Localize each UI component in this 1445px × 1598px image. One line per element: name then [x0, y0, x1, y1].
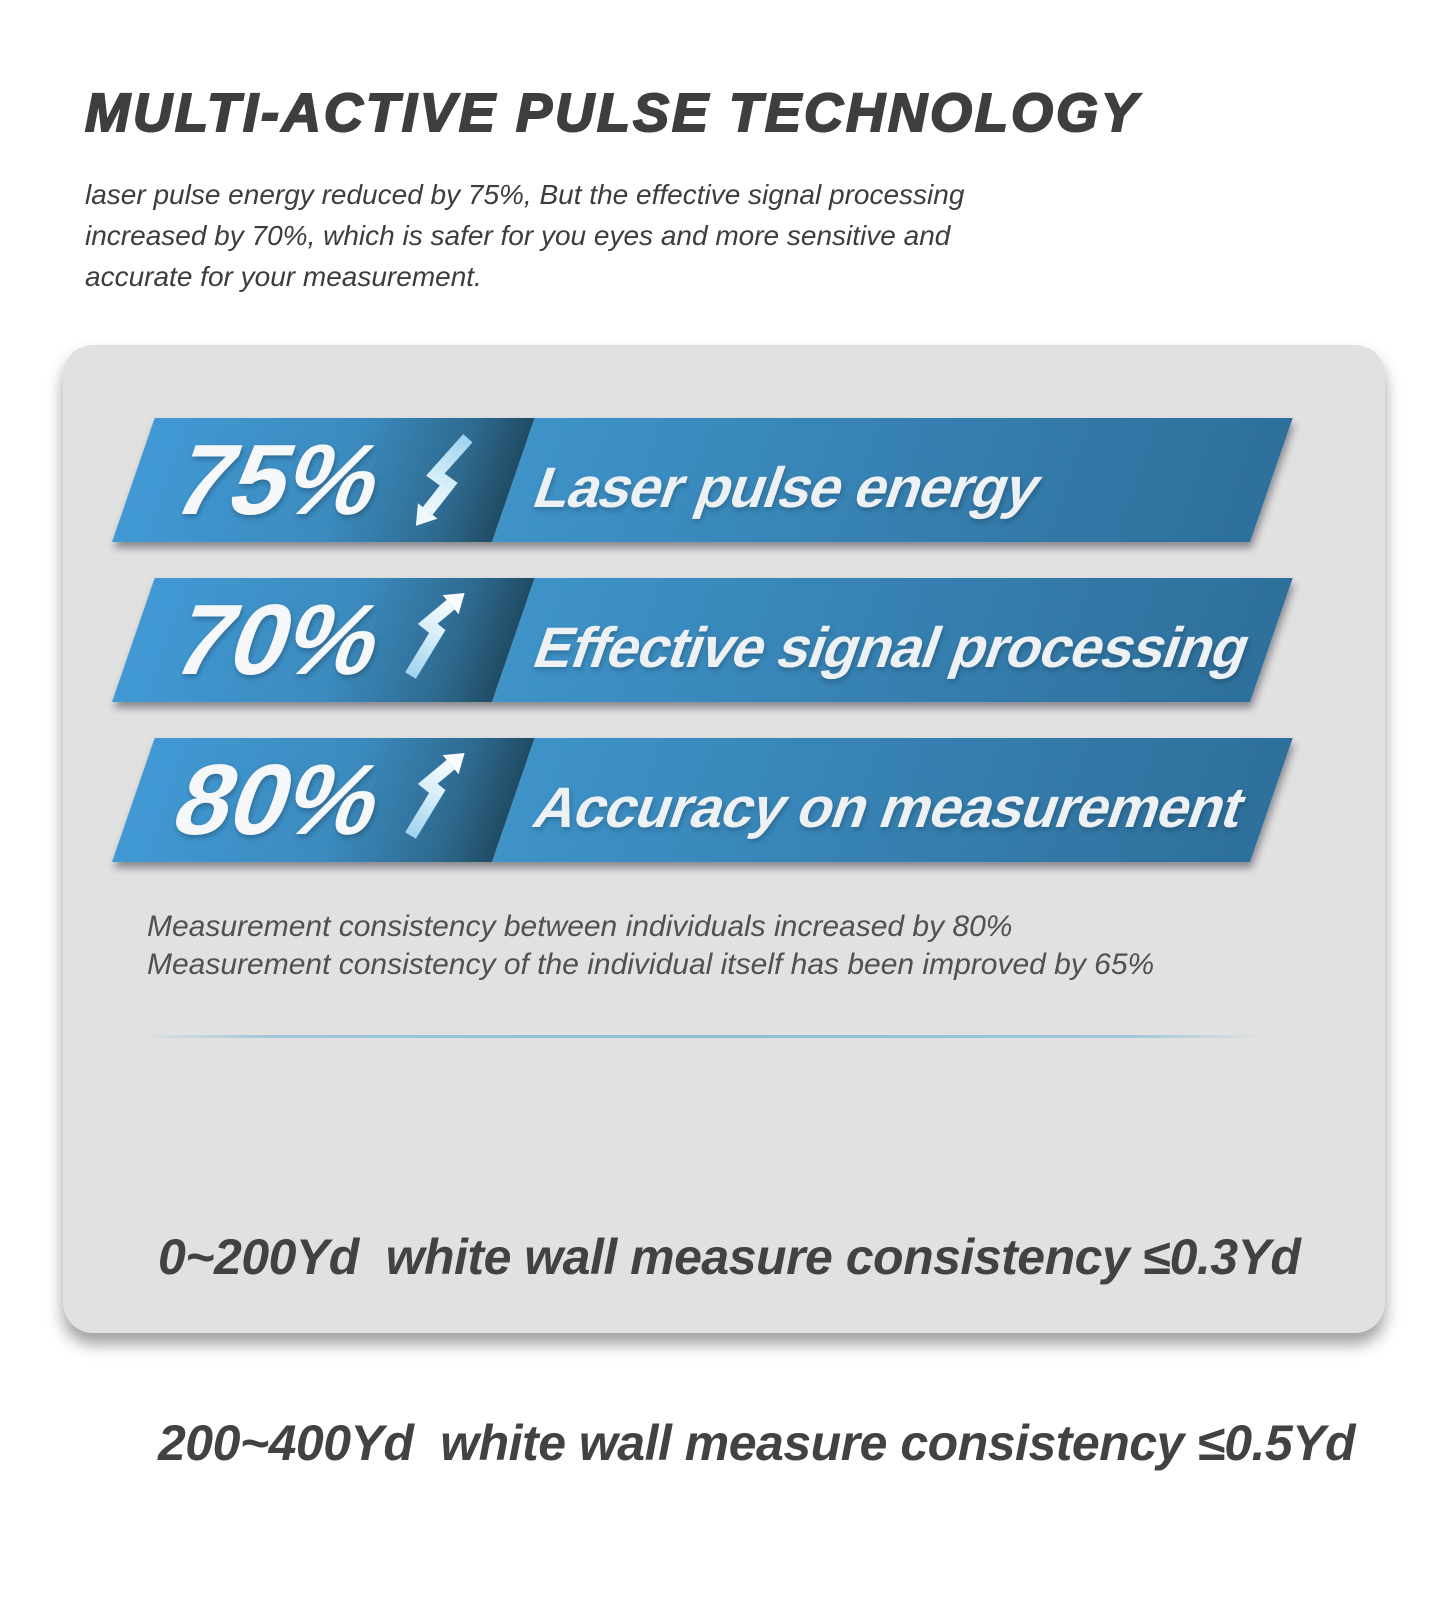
intro-text: [85, 174, 964, 297]
stat-banner-accuracy-on-measurement: [112, 738, 1293, 862]
intro-line: laser pulse energy reduced by 75%, But the effective signal processing: [85, 179, 965, 210]
trend-down-icon: [392, 430, 480, 544]
consistency-line: Measurement consistency between individuals increased by 80%: [147, 910, 1013, 943]
trend-up-icon: [392, 585, 480, 699]
stat-label: Effective signal processing: [525, 615, 1259, 680]
consistency-line: Measurement consistency of the individual itself has been improved by 65%: [147, 948, 1155, 981]
stat-label-section: [492, 418, 1293, 542]
intro-line: accurate for your measurement.: [85, 261, 482, 292]
spec-line: 200~400Yd white wall measure consistency ≤0.5Yd: [158, 1415, 1356, 1471]
stat-label: Laser pulse energy: [525, 455, 1050, 520]
stat-banner-laser-pulse-energy: [112, 418, 1293, 542]
stat-label: Accuracy on measurement: [525, 775, 1254, 840]
stat-percent: 75%: [160, 424, 399, 536]
stats-card: [63, 345, 1385, 1471]
stat-percent-section: [112, 738, 535, 862]
stat-label-section: [492, 578, 1293, 702]
spec-text: [158, 1102, 1355, 1598]
stat-label-section: [492, 738, 1293, 862]
spec-line: 0~200Yd white wall measure consistency ≤0.3Yd: [158, 1229, 1301, 1285]
stat-percent-section: [112, 418, 535, 542]
stat-percent-section: [112, 578, 535, 702]
consistency-note: [147, 908, 1154, 984]
divider-line: [140, 1035, 1262, 1038]
page-title: MULTI-ACTIVE PULSE TECHNOLOGY: [85, 83, 1140, 143]
stat-percent: 80%: [160, 744, 399, 856]
stat-banner-effective-signal-processing: [112, 578, 1293, 702]
intro-line: increased by 70%, which is safer for you eyes and more sensitive and: [85, 220, 951, 251]
stat-percent: 70%: [160, 584, 399, 696]
trend-up-icon: [392, 745, 480, 859]
